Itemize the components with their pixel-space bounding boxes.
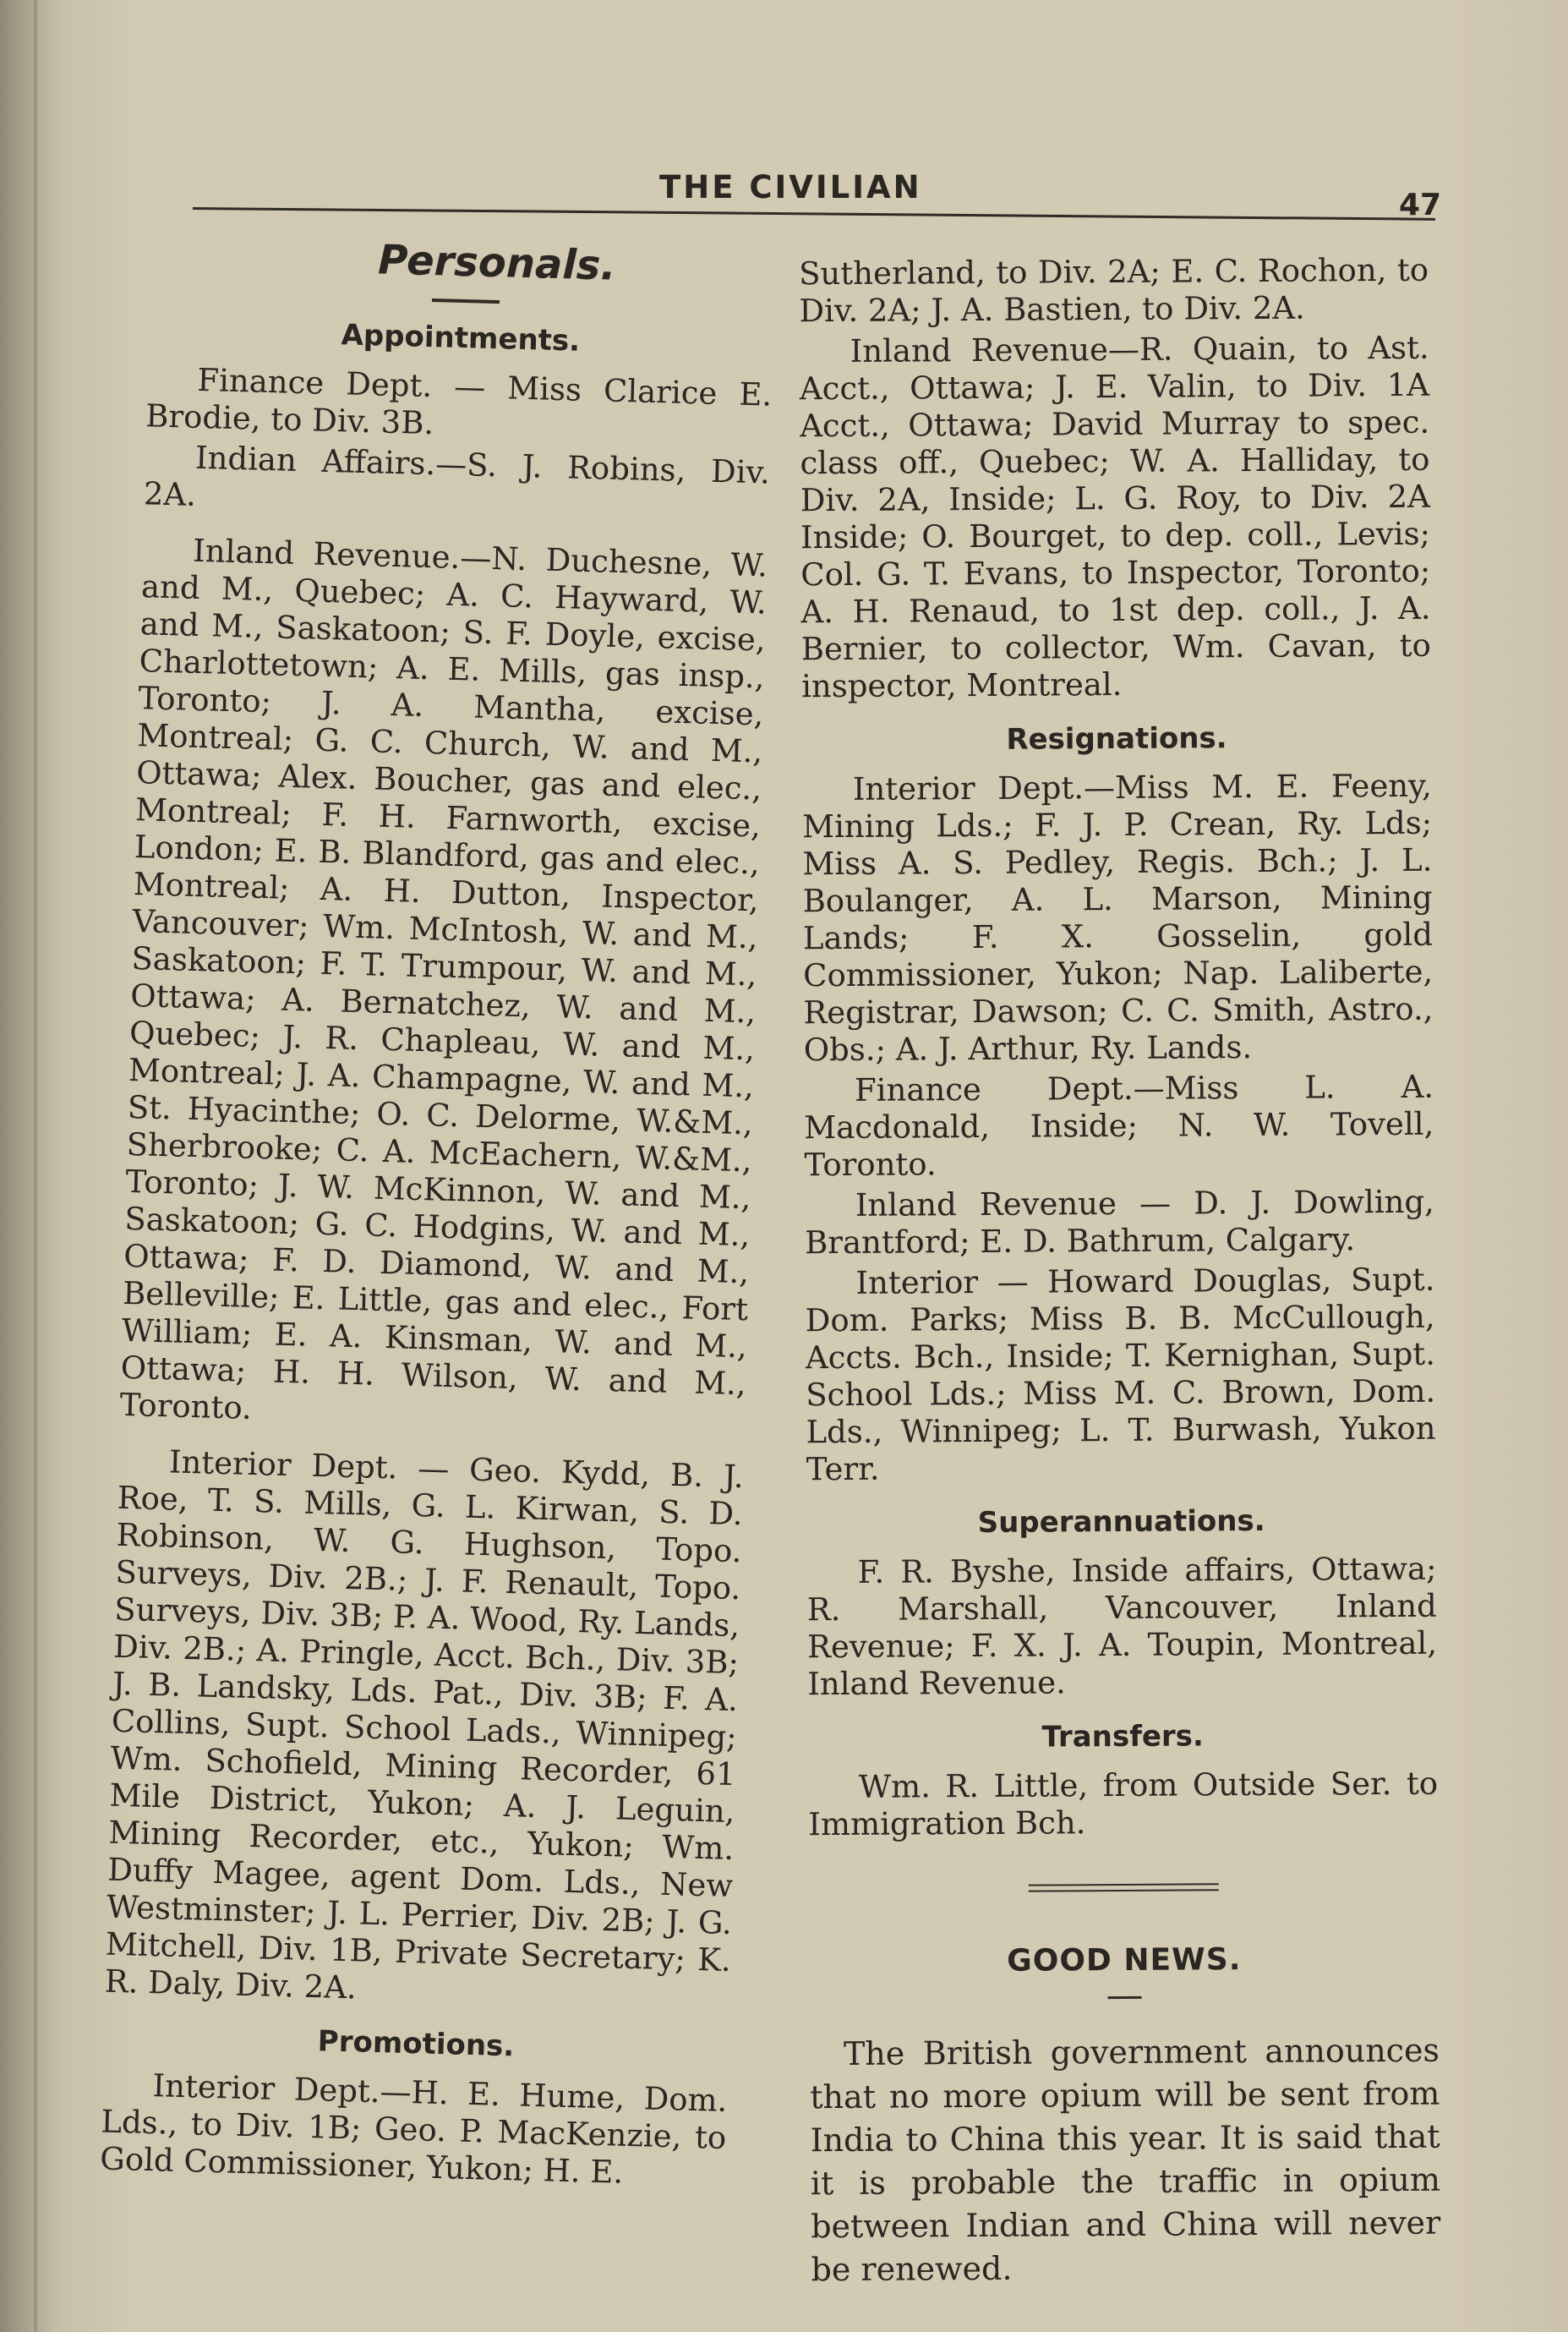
heading-promotions: Promotions. bbox=[317, 2024, 515, 2064]
header-rule bbox=[193, 207, 1435, 221]
paragraph-finance-appointments: Finance Dept. — Miss Clarice E. Brodie, to Div. 3B. bbox=[145, 361, 773, 442]
paragraph-promotions-continued: Sutherland, to Div. 2A; E. C. Rochon, to Div. 2A; J. A. Bastien, to Div. 2A. bbox=[799, 251, 1429, 330]
right-column bbox=[799, 252, 1441, 2324]
binding-shadow bbox=[34, 0, 37, 2332]
paragraph-inland-revenue-appointments: Inland Revenue.—N. Duchesne, W. and M., Quebec; A. C. Hayward, W. and M., Saskatoon; S. F. Doyle, excise, Charlottetown; A. E. Mills, gas insp., Toronto; J. A. Mantha, excise, Montreal; G. C. Church, W. and M., Ottawa; Alex. Boucher, gas and elec., Montreal; F. H. Farnworth, excise, London; E. B. Blandford, gas and elec., Montreal; A. H. Dutton, Inspector, Vancouver; Wm. McIntosh, W. and M., Saskatoon; F. T. Trumpour, W. and M., Ottawa; A. Bernatchez, W. and M., Quebec; J. R. Chapleau, W. and M., Montreal; J. A. Champagne, W. and M., St. Hyacinthe; O. C. Delorme, W.&M., Sherbrooke; C. A. McEachern, W.&M., Toronto; J. W. McKinnon, W. and M., Saskatoon; G. C. Hodgins, W. and M., Ottawa; F. D. Diamond, W. and M., Belleville; E. Little, gas and elec., Fort William; E. A. Kinsman, W. and M., Ottawa; H. H. Wilson, W. and M., Toronto. bbox=[119, 532, 768, 1426]
paragraph-interior-appointments: Interior Dept. — Geo. Kydd, B. J. Roe, T. S. Mills, G. L. Kirwan, S. D. Robinson, W. G. Hughson, Topo. Surveys, Div. 2B.; J. F. Renault, Topo. Surveys, Div. 3B; P. A. Wood, Ry. Lands, Div. 2B.; A. Pringle, Acct. Bch., Div. 3B; J. B. Landsky, Lds. Pat., Div. 3B; F. A. Collins, Supt. School Lads., Winnipeg; Wm. Schofield, Mining Recorder, 61 Mile District, Yukon; A. J. Leguin, Mining Recorder, etc., Yukon; Wm. Duffy Magee, agent Dom. Lds., New Westminster; J. L. Perrier, Div. 2B; J. G. Mitchell, Div. 1B, Private Secretary; K. R. Daly, Div. 2A. bbox=[104, 1443, 745, 2006]
good-news-dash bbox=[1107, 1996, 1141, 1999]
paragraph-transfers: Wm. R. Little, from Outside Ser. to Immigration Bch. bbox=[808, 1765, 1439, 1843]
heading-resignations: Resignations. bbox=[1006, 721, 1227, 757]
page-number: 47 bbox=[1399, 188, 1442, 222]
paragraph-indian-affairs-appointments: Indian Affairs.—S. J. Robins, Div. 2A. bbox=[143, 439, 771, 513]
paragraph-interior-promotions: Interior Dept.—H. E. Hume, Dom. Lds., to Div. 1B; Geo. P. MacKenzie, to Gold Commissioner, Yukon; H. E. bbox=[99, 2067, 728, 2191]
paragraph-finance-resignations: Finance Dept.—Miss L. A. Macdonald, Inside; N. W. Tovell, Toronto. bbox=[804, 1068, 1434, 1184]
paragraph-interior-resignations: Interior Dept.—Miss M. E. Feeny, Mining Lds.; F. J. P. Crean, Ry. Lds; Miss A. S. Pedley, Regis. Bch.; J. L. Boulanger, A. L. Marson, Mining Lands; F. X. Gosselin, gold Commissioner, Yukon; Nap. Laliberte, Registrar, Dawson; C. C. Smith, Astro., Obs.; A. J. Arthur, Ry. Lands. bbox=[802, 767, 1434, 1069]
paragraph-interior-resignations-2: Interior — Howard Douglas, Supt. Dom. Parks; Miss B. B. McCullough, Accts. Bch., Inside; T. Kernighan, Supt. School Lds.; Miss M. C. Brown, Dom. Lds., Winnipeg; L. T. Burwash, Yukon Terr. bbox=[805, 1261, 1436, 1488]
paragraph-superannuations: F. R. Byshe, Inside affairs, Ottawa; R. Marshall, Vancouver, Inland Revenue; F. X. J. A. Toupin, Montreal, Inland Revenue. bbox=[806, 1550, 1438, 1703]
heading-superannuations: Superannuations. bbox=[977, 1503, 1265, 1541]
section-title-personals: Personals. bbox=[377, 236, 617, 290]
title-rule bbox=[432, 298, 500, 304]
journal-title: THE CIVILIAN bbox=[659, 169, 922, 205]
section-divider bbox=[1029, 1883, 1219, 1891]
heading-transfers: Transfers. bbox=[1041, 1719, 1205, 1754]
good-news-body: The British government announces that no more opium will be sent from India to China this year. It is said that it is probable the traffic in opium between Indian and China will never be renewed. bbox=[810, 2031, 1441, 2289]
paragraph-inland-revenue-promotions: Inland Revenue—R. Quain, to Ast. Acct., Ottawa; J. E. Valin, to Div. 1A Acct., Ottawa; David Murray to spec. class off., Quebec; W. A. Halliday, to Div. 2A, Inside; L. G. Roy, to Div. 2A Inside; O. Bourget, to dep. coll., Levis; Col. G. T. Evans, to Inspector, Toronto; A. H. Renaud, to 1st dep. coll., J. A. Bernier, to collector, Wm. Cavan, to inspector, Montreal. bbox=[799, 329, 1431, 705]
heading-appointments: Appointments. bbox=[341, 318, 581, 359]
paragraph-inland-revenue-resignations: Inland Revenue — D. J. Dowling, Brantford; E. D. Bathrum, Calgary. bbox=[805, 1183, 1434, 1262]
good-news-title: GOOD NEWS. bbox=[1007, 1942, 1242, 1979]
left-column bbox=[100, 228, 776, 2198]
